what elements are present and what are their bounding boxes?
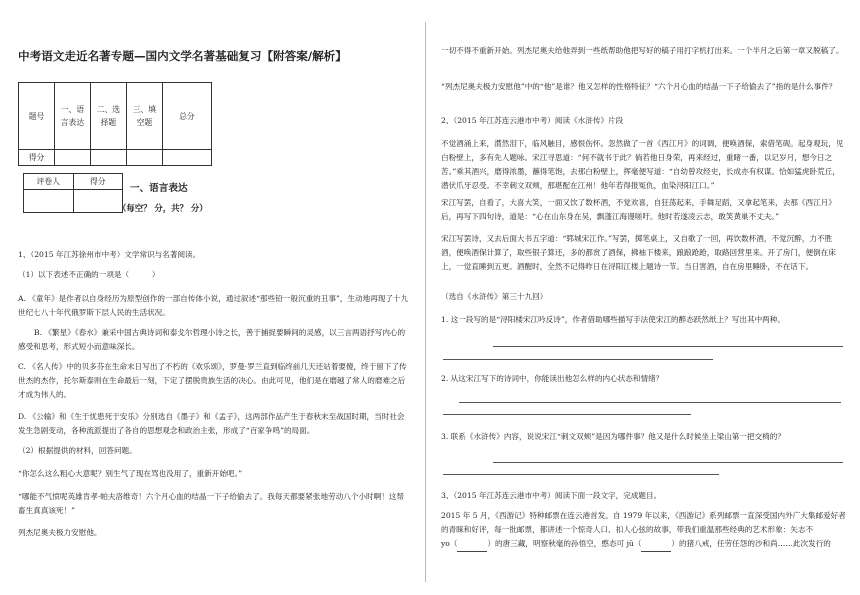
score-header-cell: 一、语言表达	[54, 83, 90, 150]
score-table-header-row	[19, 83, 212, 150]
passage-1: 不觉酒涌上来，潸然泪下，临风触目，感恨伤怀。忽然做了一首《西江月》的词调，便唤酒保，索借笔砚。起身观玩，见白粉壁上，多有先人题咏。宋江寻思道：“何不就书于此？倘若他日身荣，再来经过，重睹一番，以记岁月，想今日之苦。”乘其酒兴，磨得浓墨，蘸得笔饱，去那白粉壁上，挥毫便写道：“自幼曾攻经史，长成亦有权谋。恰如猛虎卧荒丘，潜伏爪牙忍受。不幸刺文双颊，那堪配在江州！他年若得报冤仇，血染浔阳江口。”	[441, 139, 844, 190]
grader-header-cell: 得分	[73, 174, 123, 190]
question-he: “列杰尼奥夫极力安慰他”中的“他”是谁？他又怎样的性格特征？“六个月心血的结晶一下子给偷去了”指的是什么事件？	[441, 82, 837, 91]
q1-sub2: （2）根据提供的材料，回答问题。	[18, 446, 137, 455]
answer-line[interactable]	[443, 359, 713, 360]
reading-question-3: 3. 联系《水浒传》内容，说说宋江“刺文双颊”是因为哪件事？他又是什么时候坐上梁山第一把交椅的？	[441, 432, 785, 441]
fill-blank-2[interactable]	[641, 537, 671, 552]
answer-line[interactable]	[443, 474, 719, 475]
continuation-paragraph: 一切不得不重新开始。列杰尼奥夫给他弄到一些纸帮助他把写好的稿子用打字机打出来。一个半月之后第一章又脱稿了。	[441, 46, 844, 55]
q1-intro: 1、（2015 年江苏徐州市中考）文学常识与名著阅读。	[18, 250, 201, 259]
grader-table	[23, 173, 123, 213]
q3-text-middle: ）的唐三藏，明察秋毫的孙悟空，憨态可 jū（	[487, 539, 642, 548]
score-table	[18, 82, 212, 166]
q2-intro: 2、（2015 年江苏连云港市中考）阅读《水浒传》片段	[441, 116, 624, 125]
score-cell[interactable]	[90, 150, 126, 166]
score-table-score-row	[19, 150, 212, 166]
answer-line[interactable]	[493, 346, 843, 347]
option-c: C. 《名人传》中的贝多芬在生命末日写出了不朽的《欢乐颂》，罗曼·罗兰直到临终前几天还站着要傻，终于留下了传世杰的杰作，托尔斯泰则在生命最后一刻，下定了摆脱贵族生活的决心。由此可见，他们是在磨越了常人的磨难之后才成为伟人的。	[18, 362, 407, 399]
pinyin-yo: yo（	[441, 539, 458, 548]
score-header-cell: 题号	[19, 83, 55, 150]
score-header-cell: 二、选择题	[90, 83, 126, 150]
answer-line[interactable]	[493, 462, 843, 463]
option-d: D. 《公输》和《生于忧患死于安乐》分别选自《墨子》和《孟子》，这两部作品产生于春秋末至战国时期，当时社会发生急剧变动，各种流派提出了各自的思想观念和政治主张，形成了“百家争鸣”的局面。	[18, 412, 405, 435]
grader-cell[interactable]	[73, 190, 123, 213]
q3-paragraph: 2015 年 5 月，《西游记》特种邮票在连云港首发。自 1979 年以来，《西游记》系列邮票一直深受国内外广大集邮爱好者的青睐和好评，每一批邮票，都讲述一个惊奇人口、扣人心弦的故事，带我们重温那些经典的艺术形象：矢志不	[441, 511, 846, 534]
column-divider	[425, 22, 426, 582]
option-b: B. 《繁星》《春水》兼采中国古典诗词和泰戈尔哲理小诗之长，善于捕捉要瞬间的灵感，以三言两语抒写内心的感受和思考，形式短小而意味深长。	[18, 328, 406, 351]
score-cell[interactable]	[162, 150, 211, 166]
grader-score-row	[24, 190, 123, 213]
fill-blank-1[interactable]	[457, 537, 487, 552]
score-header-cell: 总分	[162, 83, 211, 150]
quote-2: “哪能不气愤呢英雄肯孝·帕夫洛维奇！六个月心血的结晶一下子给偷去了。我每天都要紧张地劳动八个小时啊！这帮畜生真真该死！”	[18, 492, 404, 515]
grader-cell[interactable]	[24, 190, 74, 213]
passage-2: 宋江写罢，自看了，大喜大笑，一面又饮了数杯酒，不觉欢喜，自狂荡起来，手舞足蹈，又拿起笔来，去那《西江月》后，再写下四句诗，道是：“心在山东身在吴，飘蓬江海谩嗟吁。他时若遂凌云志，敢笑黄巢不丈夫。”	[441, 198, 836, 221]
score-cell[interactable]	[126, 150, 162, 166]
passage-3: 宋江写罢诗，又去后面大书五字道：“郓城宋江作。”写罢，掷笔桌上，又自歌了一回，再饮数杯酒，不觉沉醉，力不胜酒，便唤酒保计算了，取些银子算还，多的都赏了酒保，拂袖下楼来，踉踉跄跄，取路回营里来。开了房门，便倒在床上，一觉直睡到五更。酒醒时，全然不记得昨日在浔阳江楼上题诗一节。当日害酒，自在房里睡卧，不在话下。	[441, 234, 836, 271]
answer-line[interactable]	[443, 414, 691, 415]
section1-title: 一、语言表达	[130, 183, 188, 194]
quote-1: “你怎么这么粗心大意呢？别生气了现在骂也没用了，重新开始吧。”	[18, 469, 243, 478]
left-column	[18, 0, 410, 595]
q3-text-end: ）的猪八戒，任劳任怨的沙和尚……此次发行的	[671, 539, 831, 548]
consolation-line: 列杰尼奥夫极力安慰他。	[18, 528, 102, 537]
score-cell[interactable]	[54, 150, 90, 166]
q3-blank-line	[441, 537, 846, 552]
score-header-cell: 三、填空题	[126, 83, 162, 150]
reading-question-2: 2. 从这宋江写下的诗词中，你能读出他怎么样的内心状态和情绪？	[441, 374, 664, 383]
q3-intro: 3、（2015 年江苏连云港市中考）阅读下面一段文字，完成题目。	[441, 491, 662, 500]
passage-source: （选自《水浒传》第三十九回）	[441, 292, 548, 301]
section1-subtitle: （每空？ 分，共？ 分）	[118, 203, 208, 213]
score-row-label: 得分	[19, 150, 55, 166]
answer-line[interactable]	[459, 402, 841, 403]
grader-header-row	[24, 174, 123, 190]
q1-sub1: （1）以下表述不正确的一项是（ ）	[18, 270, 160, 279]
right-column	[441, 0, 846, 595]
option-a: A. 《童年》是作者以自身经历为原型创作的一部自传体小说，通过叙述“那些铅一般沉重的丑事”，生动地再现了十九世纪七八十年代俄罗斯下层人民的生活状况。	[18, 294, 409, 317]
grader-header-cell: 评卷人	[24, 174, 74, 190]
document-title: 中考语文走近名著专题—国内文学名著基础复习【附答案/解析】	[18, 49, 347, 63]
reading-question-1: 1. 这一段写的是“浔阳楼宋江吟反诗”，作者借助哪些描写手法使宋江的醉态跃然纸上？写出其中两种。	[441, 315, 785, 324]
